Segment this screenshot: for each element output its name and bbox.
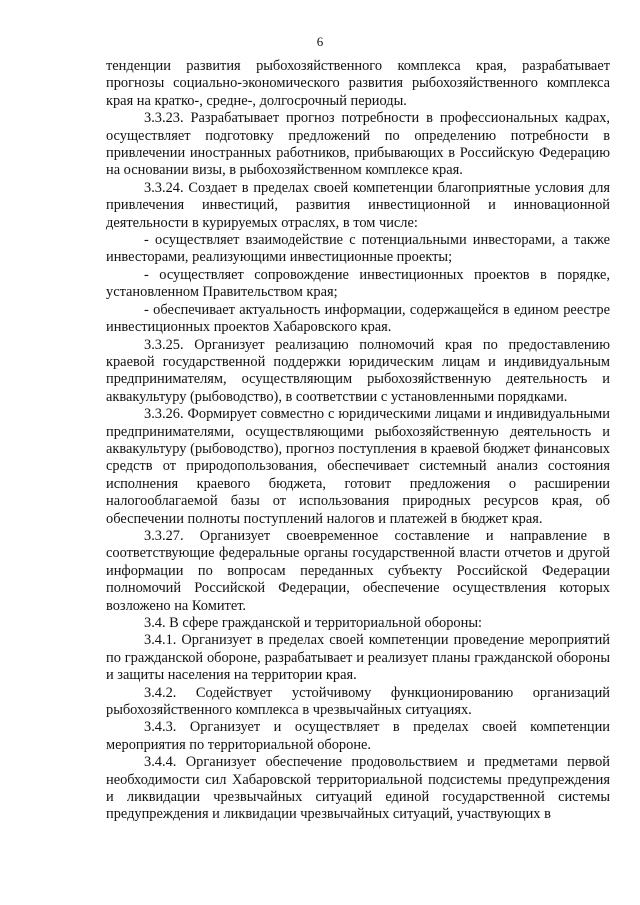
page-number: 6 bbox=[316, 34, 324, 49]
paragraph-3-3-27: 3.3.27. Организует своевременное составление и направление в соответствующие федеральные органы государственной власти отчетов и другой информации по вопросам переданных субъекту Российской Федерации полномочий Российской Федерации, обеспечение осуществления которых возложено на Комитет. bbox=[106, 527, 610, 614]
paragraph-3-4-2: 3.4.2. Содействует устойчивому функционированию организаций рыбохозяйственного комплекса в чрезвычайных ситуациях. bbox=[106, 684, 610, 719]
paragraph-3-3-26: 3.3.26. Формирует совместно с юридическими лицами и индивидуальными предпринимателями, осуществляющими рыбохозяйственную деятельность и аквакультуру (рыбоводство), прогноз поступления в краевой бюджет финансовых средств от природопользования, обеспечивает системный анализ состояния исполнения краевого бюджета, готовит предложения о расширении налогооблагаемой базы от использования природных ресурсов края, об обеспечении полноты поступлений налогов и платежей в бюджет края. bbox=[106, 406, 610, 527]
paragraph-3-3-24: 3.3.24. Создает в пределах своей компетенции благоприятные условия для привлечения инвестиций, развития инвестиционной и инновационной деятельности в курируемых отраслях, в том числе: bbox=[106, 179, 610, 231]
paragraph-3-3-25: 3.3.25. Организует реализацию полномочий края по предоставлению краевой государственной поддержки юридическим лицам и индивидуальным предпринимателям, осуществляющим рыбохозяйственную деятельность и аквакультуру (рыбоводство), в соответствии с установленными порядками. bbox=[106, 336, 610, 405]
document-body bbox=[106, 58, 610, 824]
section-3-4-heading: 3.4. В сфере гражданской и территориальной обороны: bbox=[144, 615, 482, 631]
paragraph-3-4-1: 3.4.1. Организует в пределах своей компетенции проведение мероприятий по гражданской обороне, разрабатывает и реализует планы гражданской обороны и защиты населения на территории края. bbox=[106, 632, 610, 684]
list-item-projects: - осуществляет сопровождение инвестиционных проектов в порядке, установленном Правительством края; bbox=[106, 266, 610, 301]
paragraph-continuation: тенденции развития рыбохозяйственного комплекса края, разрабатывает прогнозы социально-экономического развития рыбохозяйственного комплекса края на кратко-, средне-, долгосрочный периоды. bbox=[106, 58, 610, 109]
paragraph-3-4-3: 3.4.3. Организует и осуществляет в пределах своей компетенции мероприятия по территориальной обороне. bbox=[106, 719, 610, 753]
list-item-registry: - обеспечивает актуальность информации, содержащейся в едином реестре инвестиционных проектов Хабаровского края. bbox=[106, 301, 610, 336]
list-item-investors: - осуществляет взаимодействие с потенциальными инвесторами, а также инвесторами, реализующими инвестиционные проекты; bbox=[106, 232, 610, 266]
paragraph-3-3-23: 3.3.23. Разрабатывает прогноз потребности в профессиональных кадрах, осуществляет подготовку предложений по определению потребности в привлечении иностранных работников, прибывающих в Российскую Федерацию на основании визы, в рыбохозяйственном комплексе края. bbox=[106, 110, 610, 179]
paragraph-3-4-4: 3.4.4. Организует обеспечение продовольствием и предметами первой необходимости сил Хабаровской территориальной подсистемы предупреждения и ликвидации чрезвычайных ситуаций единой государственной системы предупреждения и ликвидации чрезвычайных ситуаций, участвующих в bbox=[106, 754, 610, 823]
